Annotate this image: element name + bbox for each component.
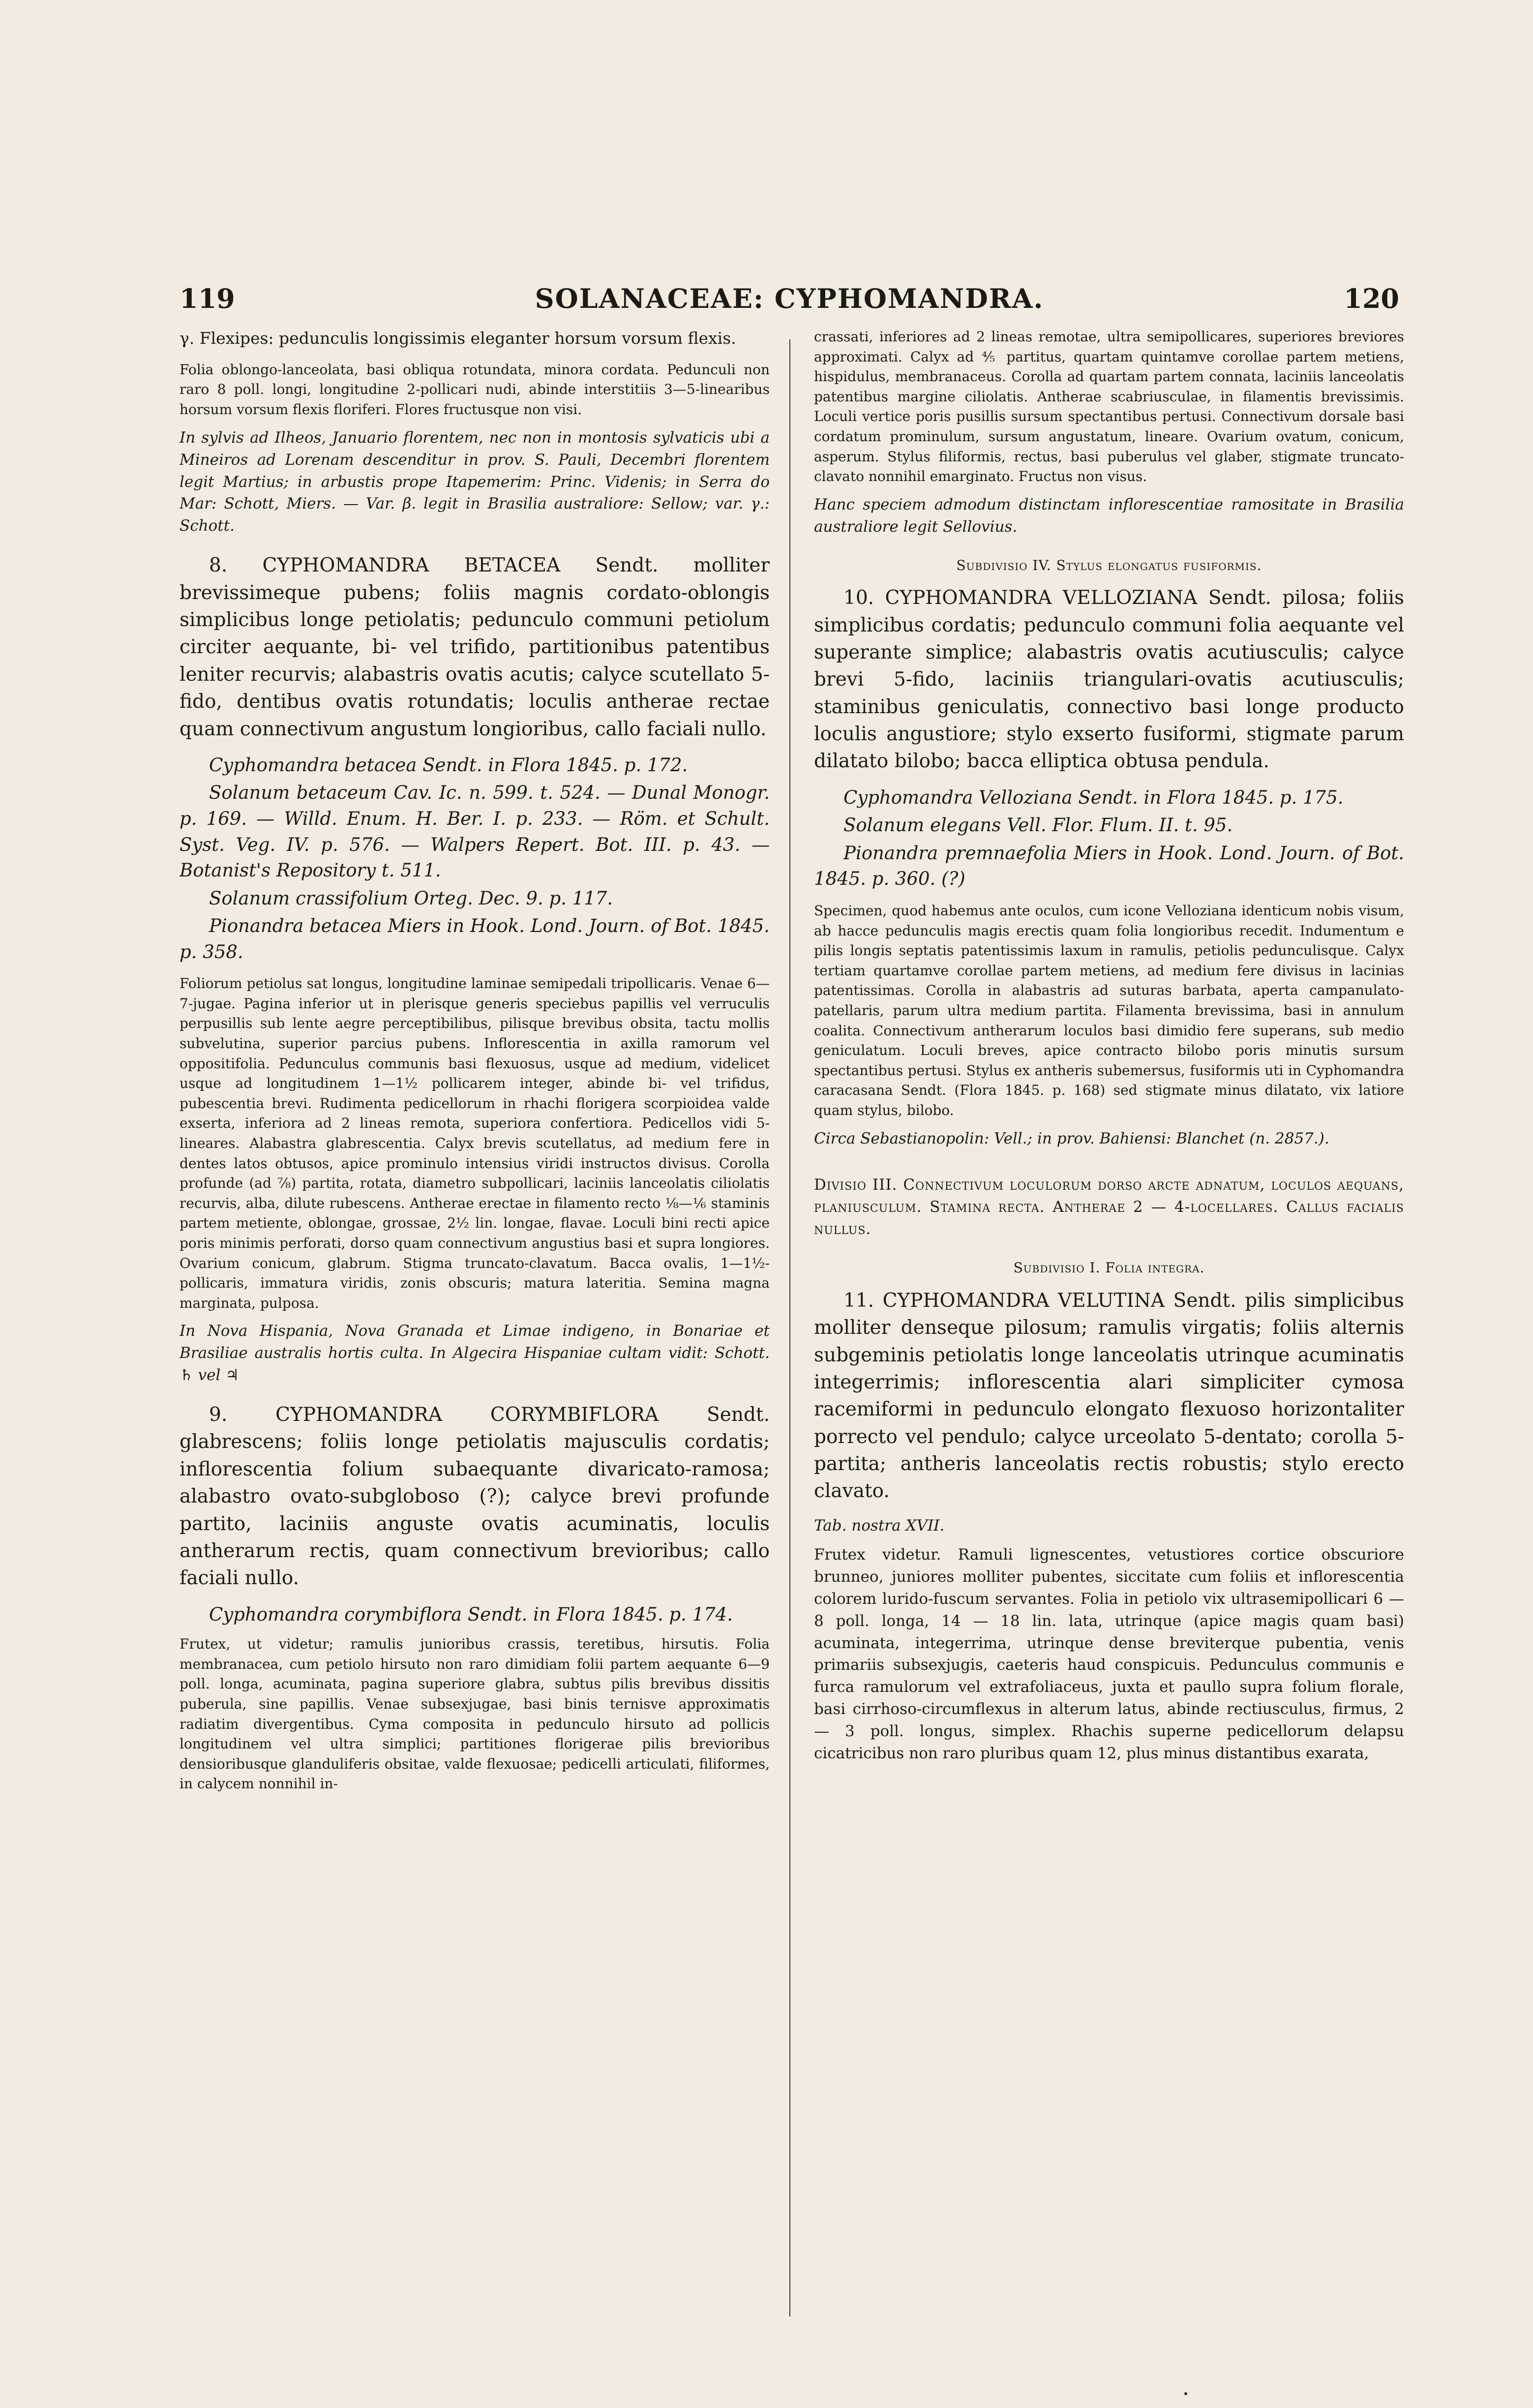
variety-gamma-locality: In sylvis ad Ilheos, Januario florentem, nec non in montosis sylvaticis ubi a Mineiros ad Lorenam descenditur in prov. S. Pauli, Decembri florentem legit Martius; in arbustis prope Itapemerim: Princ. Videnis; in Serra do Mar: Schott, Miers. — Var. β. legit in Brasilia australiore: Sellow; var. γ.: Schott. xyxy=(180,428,770,535)
subdivision-heading: Subdivisio I. Folia integra. xyxy=(1013,1260,1205,1276)
species-10-synonym: Solanum elegans Vell. Flor. Flum. II. t. 95. xyxy=(843,814,1233,836)
species-11-diagnosis: 11. CYPHOMANDRA VELUTINA Sendt. pilis simplicibus molliter denseque pilosum; ramulis virgatis; foliis alternis subgeminis petiolatis longe lanceolatis utrinque acuminatis integerrimis; inflorescentia alari simpliciter cymosa racemiformi in pedunculo elongato flexuoso horizontaliter porrecto vel pendulo; calyce urceolato 5-dentato; corolla 5-partita; antheris lanceolatis rectis robustis; stylo erecto clavato. xyxy=(814,1289,1404,1503)
division-heading: Divisio III. Connectivum loculorum dorso arcte adnatum, loculos aequans, planiusculum. Stamina recta. Antherae 2 — 4-locellares. Callus facialis nullus. xyxy=(814,1176,1404,1238)
species-9-synonym: Cyphomandra corymbiflora Sendt. in Flora 1845. p. 174. xyxy=(209,1603,733,1625)
species-8-description: Foliorum petiolus sat longus, longitudine laminae semipedali tripollicaris. Venae 6—7-jugae. Pagina inferior ut in plerisque generis speciebus papillis vel verruculis perpusillis sub lente aegre perceptibilibus, pilisque brevibus obsita, tactu mollis subvelutina, superior parcius pubens. Inflorescentia in axilla ramorum vel oppositifolia. Pedunculus communis basi flexuosus, usque ad medium, videlicet usque ad longitudinem 1—1½ pollicarem integer, abinde bi- vel trifidus, pubescentia brevi. Rudimenta pedicellorum in rhachi florigera scorpioidea valde exserta, inferiora ad 2 lineas remota, superiora confertiora. Pedicellos vidi 5-lineares. Alabastra glabrescentia. Calyx brevis scutellatus, ad medium fere in dentes latos obtusos, apice prominulo intensius viridi instructos divisus. Corolla profunde (ad ⅞) partita, rotata, diametro subpollicari, laciniis lanceolatis ciliolatis recurvis, alba, dilute rubescens. Antherae erectae in filamento recto ⅛—⅙ staminis partem metiente, oblongae, grossae, 2½ lin. longae, flavae. Loculi bini recti apice poris minimis perforati, dorso quam connectivum angustius basi et supra longiores. Ovarium conicum, glabrum. Stigma truncato-clavatum. Bacca ovalis, 1—1½-pollicaris, immatura viridis, zonis obscuris; matura lateritia. Semina magna marginata, pulposa. xyxy=(180,975,770,1311)
species-8-locality: In Nova Hispania, Nova Granada et Limae indigeno, in Bonariae et Brasiliae australis hortis culta. In Algecira Hispaniae cultam vidit: Schott. ♄ vel ♃ xyxy=(180,1322,770,1385)
variety-gamma-description: Folia oblongo-lanceolata, basi obliqua rotundata, minora cordata. Pedunculi non raro 8 poll. longi, longitudine 2-pollicari nudi, abinde interstitiis 3—5-linearibus horsum vorsum flexis floriferi. Flores fructusque non visi. xyxy=(180,361,770,418)
species-10-synonym: Cyphomandra Velloziana Sendt. in Flora 1845. p. 175. xyxy=(843,786,1344,808)
variety-gamma: γ. Flexipes: pedunculis longissimis eleganter horsum vorsum flexis. xyxy=(180,329,736,348)
species-8-synonym: Pionandra betacea Miers in Hook. Lond. Journ. of Bot. 1845. p. 358. xyxy=(180,915,770,963)
species-9-locality: Hanc speciem admodum distinctam inflorescentiae ramositate in Brasilia australiore legit Sellovius. xyxy=(814,495,1404,536)
running-title: SOLANACEAE: CYPHOMANDRA. xyxy=(535,283,1044,314)
species-11-description: Frutex videtur. Ramuli lignescentes, vetustiores cortice obscuriore brunneo, juniores molliter pubentes, siccitate cum foliis et inflorescentia colorem lurido-fuscum servantes. Folia in petiolo vix ultrasemipollicari 6 — 8 poll. longa, 14 — 18 lin. lata, utrinque (apice magis quam basi) acuminata, integerrima, utrinque dense breviterque pubentia, venis primariis subsexjugis, caeteris haud conspicuis. Pedunculus communis e furca ramulorum vel extrafoliaceus, juxta et paullo supra folium florale, basi cirrhoso-circumflexus in alterum latus, abinde rectiusculus, firmus, 2 — 3 poll. longus, simplex. Rhachis superne pedicellorum delapsu cicatricibus non raro pluribus quam 12, plus minus distantibus exarata, xyxy=(814,1545,1404,1763)
species-10-locality: Circa Sebastianopolin: Vell.; in prov. Bahiensi: Blanchet (n. 2857.). xyxy=(814,1129,1329,1147)
signature-mark: • xyxy=(1183,2388,1189,2400)
species-10-diagnosis: 10. CYPHOMANDRA VELLOZIANA Sendt. pilosa; foliis simplicibus cordatis; pedunculo communi folia aequante vel superante simplice; alabastris ovatis acutiusculis; calyce brevi 5-fido, laciniis triangulari-ovatis acutiusculis; staminibus geniculatis, connectivo basi longe producto loculis angustiore; stylo exserto fusiformi, stigmate parum dilatato bilobo; bacca elliptica obtusa pendula. xyxy=(814,587,1404,773)
species-9-diagnosis: 9. CYPHOMANDRA CORYMBIFLORA Sendt. glabrescens; foliis longe petiolatis majusculis cordatis; inflorescentia folium subaequante divaricato-ramosa; alabastro ovato-subgloboso (?); calyce brevi profunde partito, laciniis anguste ovatis acuminatis, loculis antherarum rectis, quam connectivum brevioribus; callo faciali nullo. xyxy=(180,1404,770,1590)
species-9-description: Frutex, ut videtur; ramulis junioribus crassis, teretibus, hirsutis. Folia membranacea, cum petiolo hirsuto non raro dimidiam folii partem aequante 6—9 poll. longa, acuminata, pagina superiore glabra, subtus pilis brevibus dissitis puberula, sine papillis. Venae subsexjugae, basi binis ternisve approximatis radiatim divergentibus. Cyma composita in pedunculo hirsuto ad pollicis longitudinem vel ultra simplici; partitiones florigerae pilis brevioribus densioribusque glanduliferis obsitae, valde flexuosae; pedicelli articulati, filiformes, in calycem nonnihil in- xyxy=(180,1636,770,1792)
page-number-left: 119 xyxy=(180,283,235,314)
page-header xyxy=(180,283,1399,322)
right-column xyxy=(814,327,1404,2368)
column-divider xyxy=(789,339,790,2317)
subdivision-heading: Subdivisio IV. Stylus elongatus fusiformis. xyxy=(956,557,1262,573)
species-8-diagnosis: 8. CYPHOMANDRA BETACEA Sendt. molliter brevissimeque pubens; foliis magnis cordato-oblongis simplicibus longe petiolatis; pedunculo communi petiolum circiter aequante, bi- vel trifido, partitionibus patentibus leniter recurvis; alabastris ovatis acutis; calyce scutellato 5-fido, dentibus ovatis rotundatis; loculis antherae rectae quam connectivum angustum longioribus, callo faciali nullo. xyxy=(180,554,770,740)
page-number-right: 120 xyxy=(1344,283,1399,314)
plate-reference: Tab. nostra XVII. xyxy=(814,1516,945,1535)
species-8-synonym: Solanum crassifolium Orteg. Dec. 9. p. 117. xyxy=(209,887,613,909)
species-10-description: Specimen, quod habemus ante oculos, cum icone Velloziana identicum nobis visum, ab hacce pedunculis magis erectis quam folia longioribus recedit. Indumentum e pilis longis septatis patentissimis laxum in ramulis, petiolis pedunculisque. Calyx tertiam quartamve corollae partem metiens, ad medium fere divisus in lacinias patentissimas. Corolla in alabastris ad suturas barbata, aperta campanulato-patellaris, parum ultra medium partita. Filamenta brevissima, basi in annulum coalita. Connectivum antherarum loculos basi dimidio fere superans, sub medio geniculatum. Loculi breves, apice contracto bilobo poris minutis sursum spectantibus pertusi. Stylus ex antheris subemersus, fusiformis uti in Cyphomandra caracasana Sendt. (Flora 1845. p. 168) sed stigmate minus dilatato, vix latiore quam stylus, bilobo. xyxy=(814,902,1404,1118)
species-8-synonym: Cyphomandra betacea Sendt. in Flora 1845. p. 172. xyxy=(209,754,688,776)
left-column xyxy=(180,327,770,2368)
species-9-description-cont: crassati, inferiores ad 2 lineas remotae, ultra semipollicares, superiores breviores approximati. Calyx ad ⅘ partitus, quartam quintamve corollae partem metiens, hispidulus, membranaceus. Corolla ad quartam partem connata, laciniis lanceolatis patentibus margine ciliolatis. Antherae scabriusculae, in filamentis brevissimis. Loculi vertice poris pusillis sursum spectantibus pertusi. Connectivum dorsale basi cordatum prominulum, sursum angustatum, lineare. Ovarium ovatum, conicum, asperum. Stylus filiformis, rectus, basi puberulus vel glaber, stigmate truncato-clavato nonnihil emarginato. Fructus non visus. xyxy=(814,329,1404,485)
species-8-synonym: Solanum betaceum Cav. Ic. n. 599. t. 524. — Dunal Monogr. p. 169. — Willd. Enum. H. Ber. I. p. 233. — Röm. et Schult. Syst. Veg. IV. p. 576. — Walpers Repert. Bot. III. p. 43. — Botanist's Repository t. 511. xyxy=(180,782,770,881)
species-10-synonym: Pionandra premnaefolia Miers in Hook. Lond. Journ. of Bot. 1845. p. 360. (?) xyxy=(814,842,1404,890)
